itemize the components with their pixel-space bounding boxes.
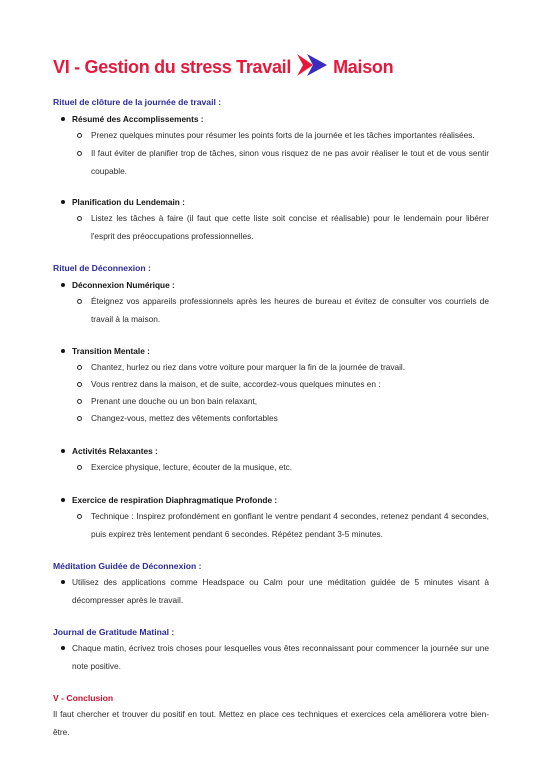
list-item: Technique : Inspirez profondément en gonflant le ventre pendant 4 secondes, retenez pendant 4 secondes, puis expirez très lentement pendant 6 secondes. Répétez pendant 3-5 minutes. [77,508,489,543]
label-transition: Transition Mentale : [62,346,150,356]
list-item: Il faut éviter de planifier trop de tâches, sinon vous risquez de ne pas avoir réaliser le tout et de vous sentir coupable. [77,145,489,180]
label-relax: Activités Relaxantes : [62,446,158,456]
list-item: Exercice physique, lecture, écouter de la musique, etc. [77,459,489,477]
list-item: Chaque matin, écrivez trois choses pour lesquelles vous êtes reconnaissant pour commencer la journée sur une note positive. [62,640,489,675]
list-item: Vous rentrez dans la maison, et de suite, accordez-vous quelques minutes en : [77,376,489,394]
list-item: Prenez quelques minutes pour résumer les points forts de la journée et les tâches importantes réalisées. [77,127,489,145]
list-item: Utilisez des applications comme Headspace ou Calm pour une méditation guidée de 5 minutes visant à décompresser après le travail. [62,574,489,609]
label-planning: Planification du Lendemain : [62,197,185,207]
list-item: Changez-vous, mettez des vêtements confortables [77,410,489,428]
heading-meditation: Méditation Guidée de Déconnexion : [53,561,202,571]
heading-gratitude: Journal de Gratitude Matinal : [53,627,175,637]
heading-conclusion: V - Conclusion [53,693,114,703]
heading-ritual-end: Rituel de clôture de la journée de travail : [53,97,222,107]
list-item: Prenant une douche ou un bon bain relaxant, [77,393,489,411]
heading-disconnect: Rituel de Déconnexion : [53,263,151,273]
label-summary: Résumé des Accomplissements : [62,114,204,124]
list-item: Éteignez vos appareils professionnels après les heures de bureau et évitez de consulter vos courriels de travail à la maison. [77,293,489,328]
double-chevron-icon [295,52,329,83]
conclusion-text: Il faut chercher et trouver du positif en tout. Mettez en place ces techniques et exercices cela améliorera votre bien-être. [53,709,489,737]
label-digital: Déconnexion Numérique : [62,280,175,290]
title-right: Maison [333,56,394,77]
label-breathing: Exercice de respiration Diaphragmatique Profonde : [62,495,277,505]
list-item: Chantez, hurlez ou riez dans votre voiture pour marquer la fin de la journée de travail. [77,359,489,377]
page-title [53,52,393,82]
title-left: VI - Gestion du stress Travail [53,56,292,77]
list-item: Listez les tâches à faire (il faut que cette liste soit concise et réalisable) pour le lendemain pour libérer l'esprit des préoccupations professionnelles. [77,210,489,245]
